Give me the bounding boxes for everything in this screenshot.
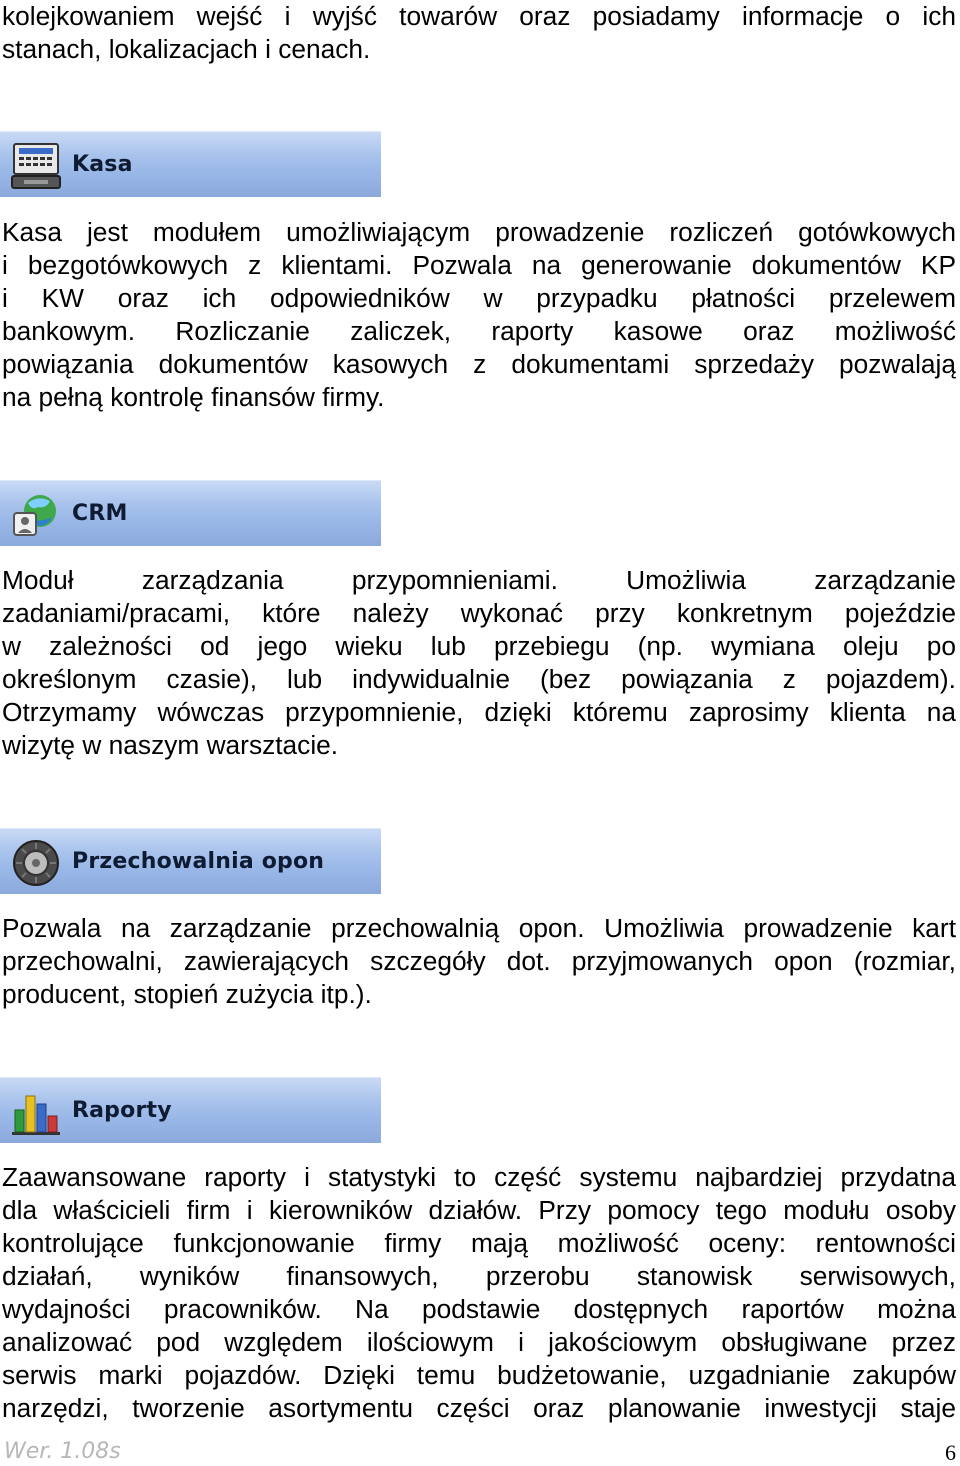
paragraph-line: wydajności pracowników. Na podstawie dostępnych raportów można: [2, 1294, 956, 1324]
paragraph-line: Otrzymamy wówczas przypomnienie, dzięki któremu zaprosimy klienta na: [2, 697, 956, 727]
page-number: 6: [945, 1440, 956, 1465]
section-banner-crm: [0, 480, 381, 546]
paragraph-line: powiązania dokumentów kasowych z dokumentami sprzedaży pozwalają: [2, 349, 956, 379]
paragraph-line: bankowym. Rozliczanie zaliczek, raporty kasowe oraz możliwość: [2, 316, 956, 346]
section-title: Raporty: [72, 1098, 172, 1123]
paragraph-line: Moduł zarządzania przypomnieniami. Umożliwia zarządzanie: [2, 565, 956, 595]
paragraph-line: i bezgotówkowych z klientami. Pozwala na generowanie dokumentów KP: [2, 250, 956, 280]
paragraph-line: określonym czasie), lub indywidualnie (bez powiązania z pojazdem).: [2, 664, 956, 694]
section-banner-tire-storage: [0, 828, 381, 894]
paragraph-line: analizować pod względem ilościowym i jakościowym obsługiwane przez: [2, 1327, 956, 1357]
section-title: Przechowalnia opon: [72, 849, 325, 874]
paragraph-line: producent, stopień zużycia itp.).: [2, 979, 372, 1009]
cash-register-icon: [10, 140, 62, 192]
section-banner-raporty: [0, 1077, 381, 1143]
paragraph-line: narzędzi, tworzenie asortymentu części oraz planowanie inwestycji staje: [2, 1393, 956, 1423]
section-title: Kasa: [72, 152, 133, 177]
paragraph-line: i KW oraz ich odpowiedników w przypadku płatności przelewem: [2, 283, 956, 313]
tire-icon: [10, 837, 62, 889]
paragraph-line: Kasa jest modułem umożliwiającym prowadzenie rozliczeń gotówkowych: [2, 217, 956, 247]
section-title: CRM: [72, 501, 128, 526]
paragraph-line: serwis marki pojazdów. Dzięki temu budżetowanie, uzgadnianie zakupów: [2, 1360, 956, 1390]
paragraph-line: w zależności od jego wieku lub przebiegu (np. wymiana oleju po: [2, 631, 956, 661]
paragraph-line: Zaawansowane raporty i statystyki to część systemu najbardziej przydatna: [2, 1162, 956, 1192]
paragraph-line: na pełną kontrolę finansów firmy.: [2, 382, 385, 412]
paragraph-line: Pozwala na zarządzanie przechowalnią opon. Umożliwia prowadzenie kart: [2, 913, 956, 943]
paragraph-line: dla właścicieli firm i kierowników działów. Przy pomocy tego modułu osoby: [2, 1195, 956, 1225]
bar-chart-icon: [10, 1086, 62, 1138]
paragraph-line: zadaniami/pracami, które należy wykonać przy konkretnym pojeździe: [2, 598, 956, 628]
paragraph-line: przechowalni, zawierających szczegóły dot. przyjmowanych opon (rozmiar,: [2, 946, 956, 976]
crm-globe-icon: [10, 489, 62, 541]
paragraph-line: działań, wyników finansowych, przerobu stanowisk serwisowych,: [2, 1261, 956, 1291]
intro-line: kolejkowaniem wejść i wyjść towarów oraz posiadamy informacje o ich: [2, 1, 956, 31]
footer-version: Wer. 1.08s: [4, 1439, 121, 1464]
paragraph-line: wizytę w naszym warsztacie.: [2, 730, 339, 760]
intro-line: stanach, lokalizacjach i cenach.: [2, 34, 371, 64]
section-banner-kasa: [0, 131, 381, 197]
paragraph-line: kontrolujące funkcjonowanie firmy mają możliwość oceny: rentowności: [2, 1228, 956, 1258]
